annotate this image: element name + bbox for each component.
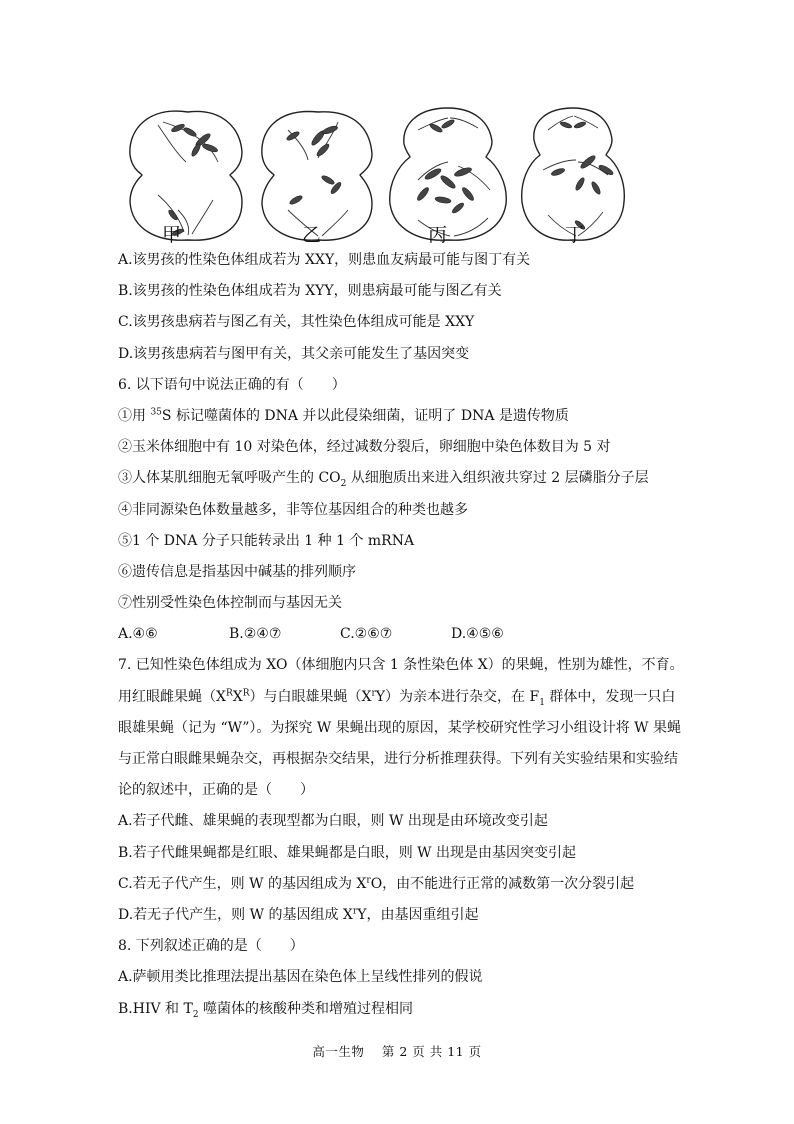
figure-label-bing: 丙: [428, 224, 448, 246]
q7-stem-line-4: 与正常白眼雌果蝇杂交，再根据杂交结果，进行分析推理获得。下列有关实验结果和实验结: [118, 751, 678, 767]
q8-stem: 8. 下列叙述正确的是（ ）: [118, 938, 304, 955]
q5-option-d: D.该男孩患病若与图甲有关，其父亲可能发生了基因突变: [118, 345, 470, 362]
q7-option-b: B.若子代雌果蝇都是红眼、雄果蝇都是白眼，则 W 出现是由基因突变引起: [118, 844, 577, 861]
q6-statement-7: ⑦性别受性染色体控制而与基因无关: [118, 595, 342, 612]
q7-option-c: C.若无子代产生，则 W 的基因组成为 $X^rO$，由不能进行正常的减数第一次分裂引起: [118, 875, 635, 892]
figure-label-jia: 甲: [162, 224, 182, 246]
q6-statement-3: ③人体某肌细胞无氧呼吸产生的 $CO_2$ 从细胞质出来进入组织液共穿过 2 层磷脂分子层: [118, 470, 649, 490]
q5-option-c: C.该男孩患病若与图乙有关，其性染色体组成可能是 XXY: [118, 314, 475, 331]
cell-division-figure: [118, 100, 638, 250]
q6-options: [118, 619, 688, 650]
q5-option-b: B.该男孩的性染色体组成若为 XYY，则患病最可能与图乙有关: [118, 283, 502, 300]
q6-statement-4: ④非同源染色体数量越多，非等位基因组合的种类也越多: [118, 501, 468, 518]
q6-statement-1: ①用 $^{35}$S 标记噬菌体的 DNA 并以此侵染细菌，证明了 DNA 是遗传物质: [118, 407, 569, 424]
q5-option-a: A.该男孩的性染色体组成若为 XXY，则患血友病最可能与图丁有关: [118, 252, 531, 268]
q6-stem: 6. 以下语句中说法正确的有（ ）: [118, 376, 346, 393]
q6-option-c: C.②⑥⑦: [340, 626, 393, 643]
q6-statement-2: ②玉米体细胞中有 10 对染色体，经过减数分裂后，卵细胞中染色体数目为 5 对: [118, 439, 611, 456]
q7-stem-line-3: 眼雄果蝇（记为 “W”）。为探究 W 果蝇出现的原因，某学校研究性学习小组设计将 W 果蝇: [118, 719, 681, 736]
q7-option-d: D.若无子代产生，则 W 的基因组成 $X^rY$，由基因重组引起: [118, 906, 479, 923]
cell-bing: [390, 108, 507, 240]
page-content: [118, 245, 688, 1025]
q6-option-d: D.④⑤⑥: [451, 626, 504, 643]
figure-label-ding: 丁: [565, 224, 585, 246]
figure-label-yi: 乙: [302, 224, 322, 246]
q7-stem-line-2: 用红眼雌果蝇$(X^RX^R)$与白眼雄果蝇$(X^rY)$为亲本进行杂交，在 $F_1$ 群体中，发现一只白: [118, 687, 676, 708]
q7-option-a: A.若子代雌、雄果蝇的表现型都为白眼，则 W 出现是由环境改变引起: [118, 813, 548, 830]
q7-stem-line-1: 7. 已知性染色体组成为 XO（体细胞内只含 1 条性染色体 X）的果蝇，性别为雄性，不育。: [118, 657, 684, 674]
q7-stem-line-5: 论的叙述中，正确的是（ ）: [118, 782, 314, 799]
q8-option-a: A.萨顿用类比推理法提出基因在染色体上呈线性排列的假说: [118, 969, 483, 986]
q8-option-b: B.HIV 和 $T_2$ 噬菌体的核酸种类和增殖过程相同: [118, 1000, 414, 1020]
q6-statement-5: ⑤1 个 DNA 分子只能转录出 1 种 1 个 mRNA: [118, 532, 415, 549]
q6-statement-6: ⑥遗传信息是指基因中碱基的排列顺序: [118, 563, 356, 580]
q6-option-b: B.②④⑦: [229, 626, 282, 643]
page-footer: 高一生物 第 2 页 共 11 页: [312, 1044, 482, 1059]
q6-option-a: A.④⑥: [118, 626, 158, 643]
